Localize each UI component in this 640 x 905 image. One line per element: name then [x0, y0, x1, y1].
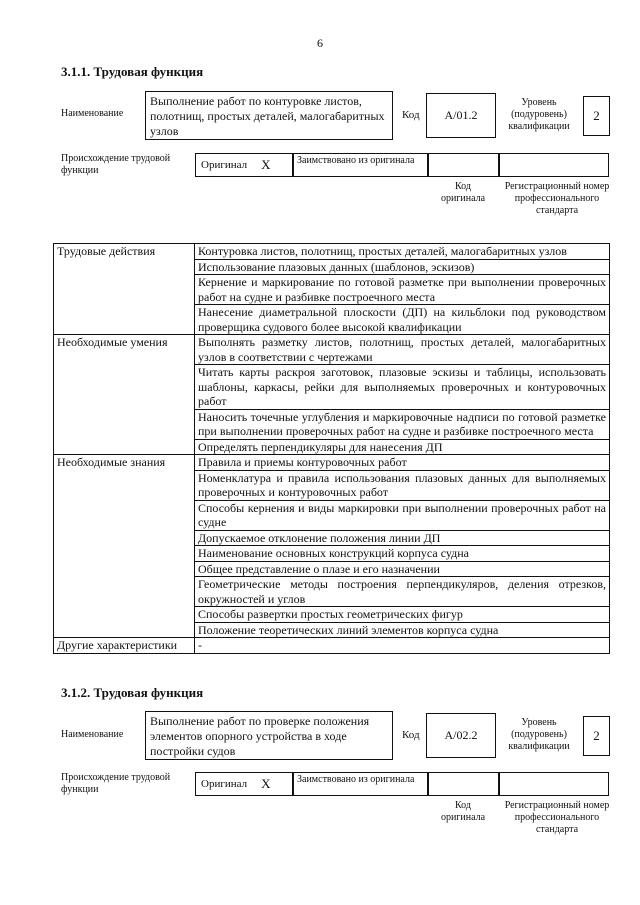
table-cell: - — [195, 638, 610, 654]
borrowed-label-1: Заимствовано из оригинала — [297, 155, 415, 166]
function-code-1: A/01.2 — [426, 93, 496, 138]
reg-number-cell-2 — [499, 772, 609, 796]
table-cell: Положение теоретических линий элементов корпуса судна — [195, 622, 610, 638]
table-cell: Выполнять разметку листов, полотнищ, простых деталей, малогабаритных узлов в соответствии с чертежами — [195, 335, 610, 365]
category-cell: Другие характеристики — [54, 638, 195, 654]
table-cell: Читать карты раскроя заготовок, плазовые эскизы и таблицы, использовать шаблоны, каркасы, рейки для выполняемых проверочных и контуровочных работ — [195, 365, 610, 410]
reg-number-caption-2: Регистрационный номер профессионального стандарта — [504, 800, 610, 835]
table-cell: Нанесение диаметральной плоскости (ДП) на кильблоки под руководством проверщика судового более высокой квалификации — [195, 305, 610, 335]
origin-label-2: Происхождение трудовой функции — [61, 772, 171, 795]
table-row — [54, 638, 610, 654]
original-cell-2 — [195, 772, 293, 796]
borrowed-cell-2 — [293, 772, 428, 796]
reg-number-caption-1: Регистрационный номер профессионального стандарта — [504, 181, 610, 216]
table-cell: Общее представление о плазе и его назначении — [195, 561, 610, 577]
origin-code-caption-1: Код оригинала — [440, 181, 486, 204]
origin-row-2 — [195, 772, 609, 796]
category-cell: Необходимые знания — [54, 455, 195, 638]
table-cell: Определять перпендикуляры для нанесения ДП — [195, 439, 610, 455]
function-details-table — [53, 243, 610, 654]
function-name-1: Выполнение работ по контуровке листов, полотнищ, простых деталей, малогабаритных узлов — [145, 91, 393, 140]
qualification-level-1: 2 — [583, 96, 610, 136]
borrowed-label-2: Заимствовано из оригинала — [297, 774, 415, 785]
section-title-1: 3.1.1. Трудовая функция — [61, 64, 204, 79]
table-row — [54, 335, 610, 365]
function-name-2: Выполнение работ по проверке положения элементов опорного устройства в ходе постройки судов — [145, 711, 393, 760]
category-cell: Трудовые действия — [54, 244, 195, 335]
table-cell: Правила и приемы контуровочных работ — [195, 455, 610, 471]
table-cell: Кернение и маркирование по готовой разметке при выполнении проверочных работ на судне и разбивке построечного места — [195, 275, 610, 305]
code-label-2: Код — [402, 729, 420, 741]
section-title-2: 3.1.2. Трудовая функция — [61, 685, 204, 700]
table-cell: Геометрические методы построения перпендикуляров, деления отрезков, окружностей и углов — [195, 577, 610, 607]
table-cell: Допускаемое отклонение положения линии ДП — [195, 530, 610, 546]
page-number: 6 — [317, 36, 323, 50]
origin-label-1: Происхождение трудовой функции — [61, 153, 171, 176]
name-label-2: Наименование — [61, 729, 124, 740]
original-label-1: Оригинал — [201, 159, 248, 171]
table-row — [54, 455, 610, 471]
original-mark-1: X — [261, 157, 271, 172]
table-cell: Использование плазовых данных (шаблонов, эскизов) — [195, 259, 610, 275]
table-cell: Контуровка листов, полотнищ, простых деталей, малогабаритных узлов — [195, 244, 610, 260]
level-label-2: Уровень (подуровень) квалификации — [508, 717, 570, 752]
category-cell: Необходимые умения — [54, 335, 195, 455]
origin-code-cell-1 — [428, 153, 499, 177]
table-cell: Способы кернения и виды маркировки при выполнении проверочных работ на судне — [195, 500, 610, 530]
origin-code-caption-2: Код оригинала — [440, 800, 486, 823]
name-label-1: Наименование — [61, 108, 124, 119]
origin-row-1 — [195, 153, 609, 177]
borrowed-cell-1 — [293, 153, 428, 177]
original-label-2: Оригинал — [201, 778, 248, 790]
original-cell-1 — [195, 153, 293, 177]
reg-number-cell-1 — [499, 153, 609, 177]
table-cell: Номенклатура и правила использования плазовых данных для выполняемых проверочных и контуровочных работ — [195, 470, 610, 500]
table-cell: Наносить точечные углубления и маркировочные надписи по готовой разметке при выполнении проверочных работ на судне и разбивке построечного места — [195, 409, 610, 439]
code-label-1: Код — [402, 109, 420, 121]
function-code-2: A/02.2 — [426, 713, 496, 758]
table-cell: Способы развертки простых геометрических фигур — [195, 607, 610, 623]
origin-code-cell-2 — [428, 772, 499, 796]
level-label-1: Уровень (подуровень) квалификации — [508, 97, 570, 132]
original-mark-2: X — [261, 776, 271, 791]
table-row — [54, 244, 610, 260]
qualification-level-2: 2 — [583, 716, 610, 756]
table-cell: Наименование основных конструкций корпуса судна — [195, 546, 610, 562]
